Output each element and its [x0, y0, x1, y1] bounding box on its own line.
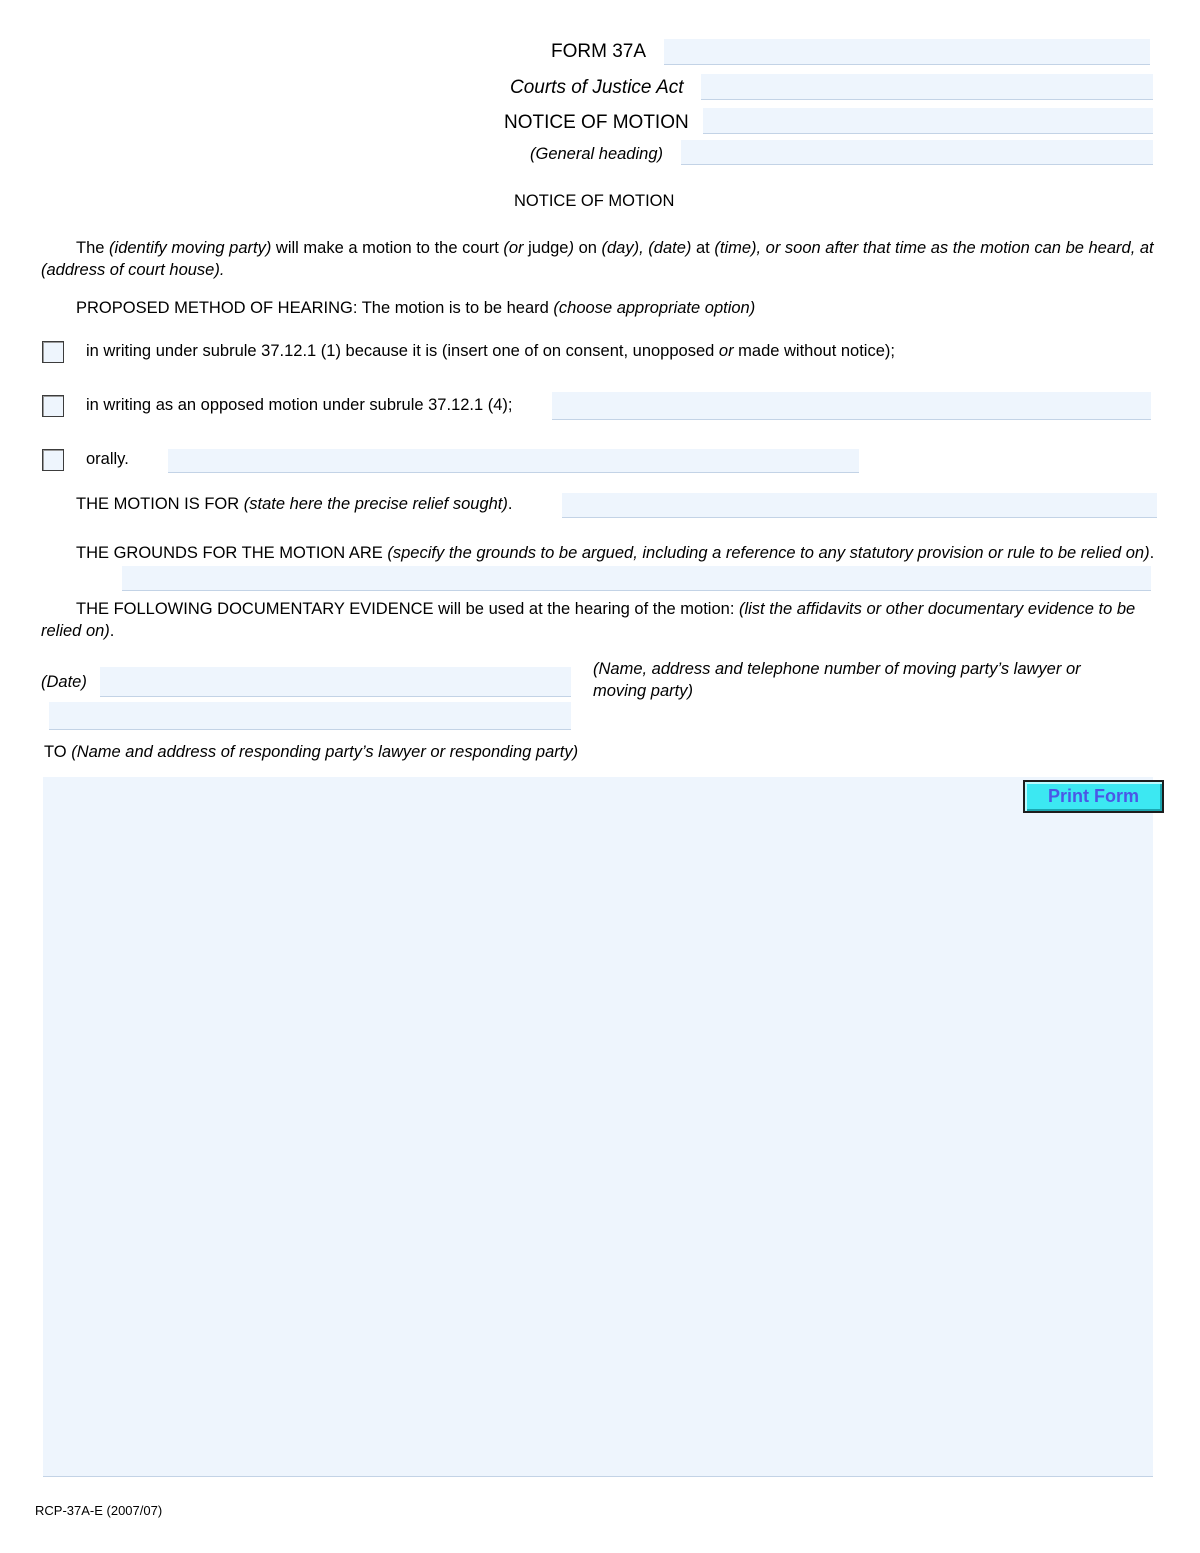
act-field[interactable] [701, 74, 1153, 100]
motion-for-label: THE MOTION IS FOR (state here the precise relief sought). [76, 495, 513, 513]
method-of-hearing-label: PROPOSED METHOD OF HEARING: The motion is to be heard (choose appropriate option) [76, 299, 756, 317]
form-title: NOTICE OF MOTION [504, 112, 689, 133]
print-form-button[interactable]: Print Form [1023, 780, 1164, 813]
to-label: TO (Name and address of responding party’s lawyer or responding party) [44, 743, 579, 761]
general-heading-field[interactable] [681, 140, 1153, 165]
checkbox-opposed-motion[interactable] [42, 395, 64, 417]
option-opposed-motion-label: in writing as an opposed motion under subrule 37.12.1 (4); [86, 396, 513, 414]
opposed-motion-field[interactable] [552, 392, 1151, 420]
intro-paragraph: The (identify moving party) will make a motion to the court (or judge) on (day), (date) at (time), or soon after that time as the motion can be heard, at (address of court house). [41, 239, 1154, 279]
lawyer-label: (Name, address and telephone number of moving party’s lawyer or moving party) [593, 660, 1081, 700]
date-label: (Date) [41, 673, 87, 691]
orally-field[interactable] [168, 449, 859, 473]
option-orally-label: orally. [86, 450, 129, 468]
date-field[interactable] [100, 667, 571, 697]
checkbox-orally[interactable] [42, 449, 64, 471]
general-heading-label: (General heading) [530, 145, 663, 163]
footer-form-code: RCP-37A-E (2007/07) [35, 1503, 163, 1518]
date-second-field[interactable] [49, 702, 571, 730]
motion-for-field[interactable] [562, 493, 1157, 518]
grounds-label: THE GROUNDS FOR THE MOTION ARE (specify the grounds to be argued, including a reference to any statutory provision or rule to be relied on). [76, 544, 1155, 562]
evidence-label: THE FOLLOWING DOCUMENTARY EVIDENCE will be used at the hearing of the motion: (list the affidavits or other documentary evidence to be relied on). [41, 600, 1136, 640]
form-number-field[interactable] [664, 39, 1150, 65]
form-number: FORM 37A [551, 41, 647, 62]
grounds-field[interactable] [122, 566, 1151, 591]
to-details-field[interactable] [43, 777, 1153, 1477]
form-title-field[interactable] [703, 108, 1153, 134]
option-in-writing-consent-label: in writing under subrule 37.12.1 (1) because it is (insert one of on consent, unopposed or made without notice); [86, 342, 895, 360]
checkbox-in-writing-consent[interactable] [42, 341, 64, 363]
body-title: NOTICE OF MOTION [514, 192, 675, 210]
act-name: Courts of Justice Act [510, 77, 684, 98]
